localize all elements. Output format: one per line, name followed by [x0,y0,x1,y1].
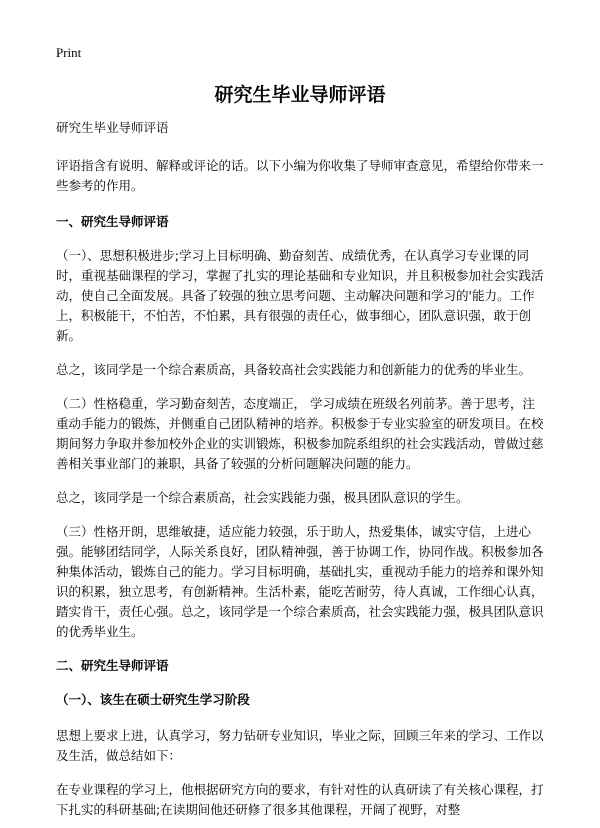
section-1-heading: 一、研究生导师评语 [56,214,169,229]
section-2-paragraph-1: 思想上要求上进，认真学习，努力钻研专业知识，毕业之际，回顾三年来的学习、工作以及生活，做总结如下： [56,728,544,763]
section-2-subheading: （一）、该生在硕士研究生学习阶段 [56,692,250,707]
section-1-paragraph-2: （二）性格稳重，学习勤奋刻苦，态度端正， 学习成绩在班级名列前茅。善于思考，注重动手能力的锻炼，并侧重自己团队精神的培养。积极参于专业实验室的研发项目。在校期间努力争取并参加校外企业的实训锻炼，积极参加院系组织的社会实践活动，曾做过慈善相关事业部门的兼职，具备了较强的分析问题解决问题的能力。 [56,396,544,471]
section-2-heading: 二、研究生导师评语 [56,658,169,673]
section-1-summary-1: 总之，该同学是一个综合素质高，具备较高社会实践能力和创新能力的优秀的毕业生。 [56,362,532,377]
section-2-paragraph-2: 在专业课程的学习上，他根据研究方向的要求，有针对性的认真研读了有关核心课程，打下扎实的科研基础;在读期间他还研修了很多其他课程，开阔了视野，对整 [56,782,544,817]
intro-paragraph: 评语指含有说明、解释或评论的话。以下小编为你收集了导师审查意见，希望给你带来一些参考的作用。 [56,158,544,193]
print-link[interactable]: Print [56,45,82,60]
subtitle-text: 研究生毕业导师评语 [56,120,169,135]
page-title: 研究生毕业导师评语 [214,84,386,106]
section-1-paragraph-1: （一）、思想积极进步;学习上目标明确、勤奋刻苦、成绩优秀，在认真学习专业课的同时，重视基础课程的学习，掌握了扎实的理论基础和专业知识，并且积极参加社会实践活动，使自己全面发展。具备了较强的独立思考问题、主动解决问题和学习的'能力。工作上，积极能干，不怕苦，不怕累，具有很强的责任心，做事细心，团队意识强，敢于创新。 [56,248,544,343]
section-1-paragraph-3: （三）性格开朗，思维敏捷，适应能力较强，乐于助人，热爱集体，诚实守信，上进心强。能够团结同学，人际关系良好，团队精神强，善于协调工作，协同作战。积极参加各种集体活动，锻炼自己的能力。学习目标明确，基础扎实，重视动手能力的培养和课外知识的积累，独立思考，有创新精神。生活朴素，能吃苦耐劳，待人真诚，工作细心认真，踏实肯干，责任心强。总之，该同学是一个综合素质高，社会实践能力强，极具团队意识的优秀毕业生。 [56,524,544,639]
section-1-summary-2: 总之，该同学是一个综合素质高，社会实践能力强，极具团队意识的学生。 [56,490,469,505]
